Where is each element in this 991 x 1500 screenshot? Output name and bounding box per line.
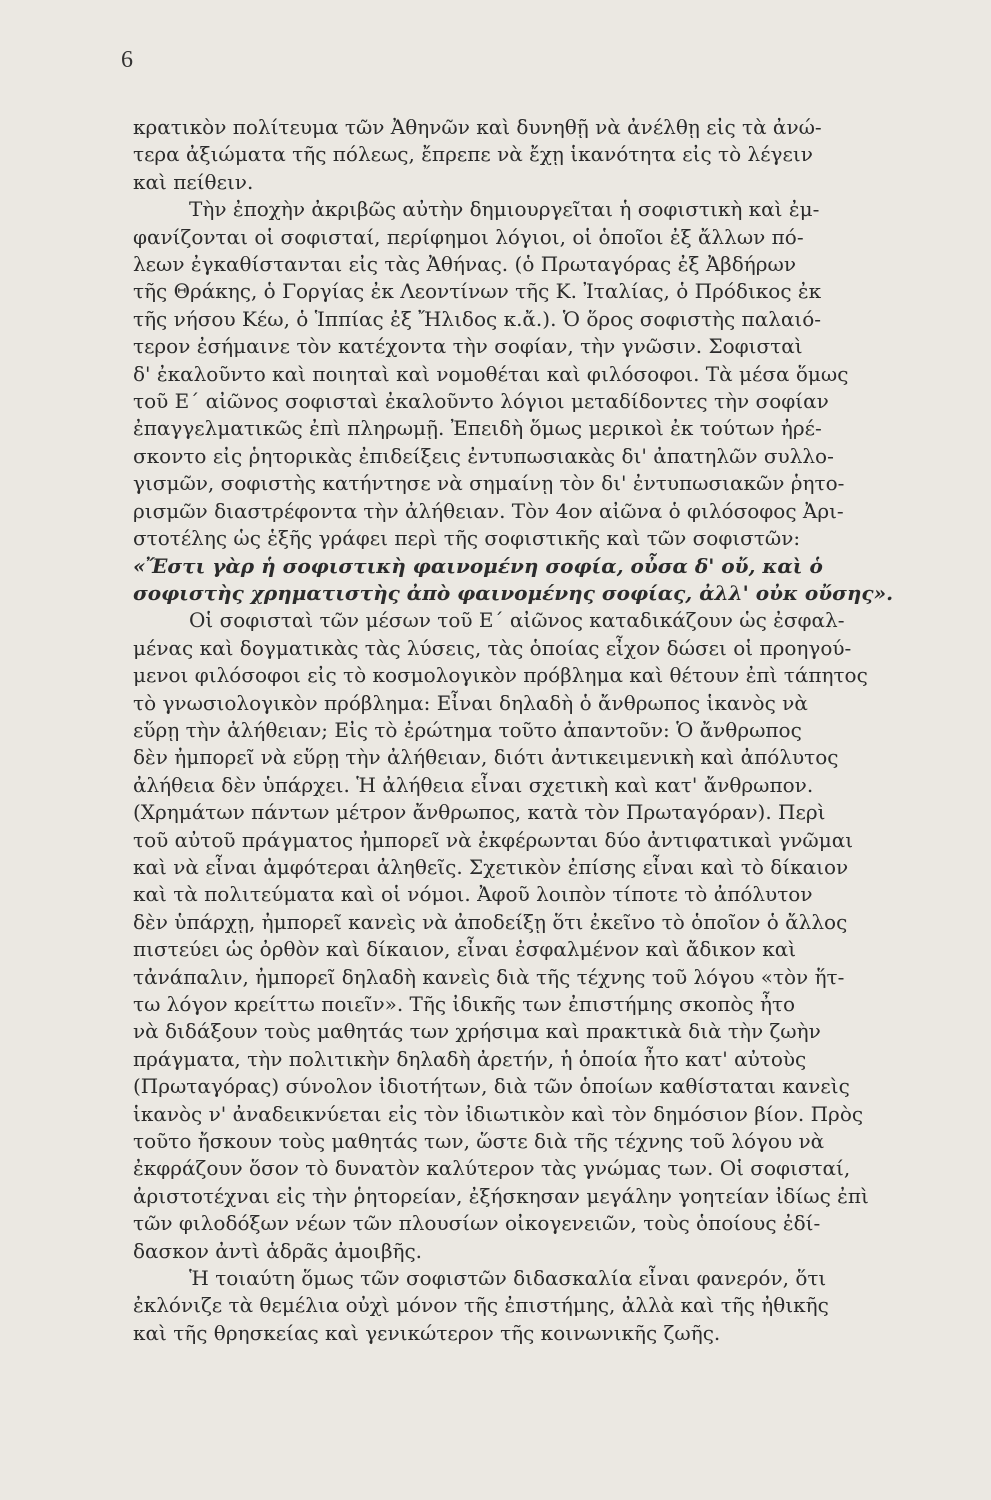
text-line-44: ἐκλόνιζε τὰ θεμέλια οὐχὶ μόνον τῆς ἐπιστήμης, ἀλλὰ καὶ τῆς ἠθικῆς	[133, 1293, 829, 1318]
paragraph-4	[133, 1265, 945, 1347]
text-line-14: γισμῶν, σοφιστὴς κατήντησε νὰ σημαίνῃ τὸν δι' ἐντυπωσιακῶν ῥητο-	[133, 471, 845, 496]
text-line-32: τἀνάπαλιν, ἠμπορεῖ δηλαδὴ κανεὶς διὰ τῆς τέχνης τοῦ λόγου «τὸν ἥτ-	[133, 964, 845, 989]
text-line-9: τερον ἐσήμαινε τὸν κατέχοντα τὴν σοφίαν, τὴν γνῶσιν. Σοφισταὶ	[133, 334, 803, 359]
text-line-5: φανίζονται οἱ σοφισταί, περίφημοι λόγιοι, οἱ ὁποῖοι ἐξ ἄλλων πό-	[133, 224, 804, 249]
text-line-37: ἱκανὸς ν' ἀναδεικνύεται εἰς τὸν ἰδιωτικὸν καὶ τὸν δημόσιον βίον. Πρὸς	[133, 1101, 864, 1126]
page-number: 6	[121, 47, 134, 73]
text-line-7: τῆς Θράκης, ὁ Γοργίας ἐκ Λεοντίνων τῆς Κ. Ἰταλίας, ὁ Πρόδικος ἐκ	[133, 279, 822, 304]
text-line-27: τοῦ αὐτοῦ πράγματος ἠμπορεῖ νὰ ἐκφέρωνται δύο ἀντιφατικαὶ γνῶμαι	[133, 827, 854, 852]
text-line-33: τω λόγον κρείττω ποιεῖν». Τῆς ἰδικῆς των ἐπιστήμης σκοπὸς ἦτο	[133, 992, 796, 1016]
text-line-45: καὶ τῆς θρησκείας καὶ γενικώτερον τῆς κοινωνικῆς ζωῆς.	[133, 1320, 721, 1345]
main-text	[133, 114, 945, 1347]
text-line-20: μένας καὶ δογματικὰς τὰς λύσεις, τὰς ὁποίας εἶχον δώσει οἱ προηγού-	[133, 635, 852, 660]
text-line-19: Οἱ σοφισταὶ τῶν μέσων τοῦ Ε΄ αἰῶνος καταδικάζουν ὡς ἐσφαλ-	[189, 608, 845, 633]
text-line-21: μενοι φιλόσοφοι εἰς τὸ κοσμολογικὸν πρόβλημα καὶ θέτουν ἐπὶ τάπητος	[133, 663, 868, 688]
text-line-28: καὶ νὰ εἶναι ἀμφότεραι ἀληθεῖς. Σχετικὸν ἐπίσης εἶναι καὶ τὸ δίκαιον	[133, 854, 849, 879]
text-line-24: δὲν ἠμπορεῖ νὰ εὕρῃ τὴν ἀλήθειαν, διότι ἀντικειμενικὴ καὶ ἀπόλυτος	[133, 745, 839, 770]
text-line-1: κρατικὸν πολίτευμα τῶν Ἀθηνῶν καὶ δυνηθῇ νὰ ἀνέλθῃ εἰς τὰ ἀνώ-	[133, 115, 822, 139]
paragraph-3	[133, 607, 945, 1265]
text-line-34: νὰ διδάξουν τοὺς μαθητάς των χρήσιμα καὶ πρακτικὰ διὰ τὴν ζωὴν	[133, 1019, 821, 1044]
text-line-43: Ἡ τοιαύτη ὅμως τῶν σοφιστῶν διδασκαλία εἶναι φανερόν, ὅτι	[189, 1266, 827, 1291]
text-line-23: εὕρῃ τὴν ἀλήθειαν; Εἰς τὸ ἐρώτημα τοῦτο ἀπαντοῦν: Ὁ ἄνθρωπος	[133, 717, 802, 742]
paragraph-1	[133, 114, 945, 196]
text-line-3: καὶ πείθειν.	[133, 169, 254, 194]
text-line-26: (Χρημάτων πάντων μέτρον ἄνθρωπος, κατὰ τὸν Πρωταγόραν). Περὶ	[133, 800, 826, 825]
text-line-25: ἀλήθεια δὲν ὑπάρχει. Ἡ ἀλήθεια εἶναι σχετικὴ καὶ κατ' ἄνθρωπον.	[133, 772, 814, 797]
text-line-16: στοτέλης ὡς ἑξῆς γράφει περὶ τῆς σοφιστικῆς καὶ τῶν σοφιστῶν:	[133, 526, 801, 551]
text-line-30: δὲν ὑπάρχῃ, ἠμπορεῖ κανεὶς νὰ ἀποδείξῃ ὅτι ἐκεῖνο τὸ ὁποῖον ὁ ἄλλος	[133, 909, 848, 934]
text-line-15: ρισμῶν διαστρέφοντα τὴν ἀλήθειαν. Τὸν 4ον αἰῶνα ὁ φιλόσοφος Ἀρι-	[133, 498, 844, 523]
text-line-11: τοῦ Ε΄ αἰῶνος σοφισταὶ ἐκαλοῦντο λόγιοι μεταδίδοντες τὴν σοφίαν	[133, 389, 829, 414]
text-line-18: σοφιστὴς χρηματιστὴς ἀπὸ φαινομένης σοφίας, ἀλλ' οὐκ οὔσης».	[133, 580, 894, 605]
text-line-4: Τὴν ἐποχὴν ἀκριβῶς αὐτὴν δημιουργεῖται ἡ σοφιστικὴ καὶ ἐμ-	[189, 197, 820, 222]
text-line-39: ἐκφράζουν ὅσον τὸ δυνατὸν καλύτερον τὰς γνώμας των. Οἱ σοφισταί,	[133, 1156, 851, 1181]
text-line-12: ἐπαγγελματικῶς ἐπὶ πληρωμῇ. Ἐπειδὴ ὅμως μερικοὶ ἐκ τούτων ἠρέ-	[133, 416, 822, 441]
text-line-6: λεων ἐγκαθίστανται εἰς τὰς Ἀθήνας. (ὁ Πρωταγόρας ἐξ Ἀβδήρων	[133, 252, 796, 277]
text-line-13: σκοντο εἰς ῥητορικὰς ἐπιδείξεις ἐντυπωσιακὰς δι' ἀπατηλῶν συλλο-	[133, 443, 834, 468]
text-line-42: δασκον ἀντὶ ἁδρᾶς ἀμοιβῆς.	[133, 1238, 423, 1263]
paragraph-2	[133, 196, 945, 607]
text-line-35: πράγματα, τὴν πολιτικὴν δηλαδὴ ἀρετήν, ἡ ὁποία ἦτο κατ' αὐτοὺς	[133, 1046, 807, 1071]
text-line-36: (Πρωταγόρας) σύνολον ἰδιοτήτων, διὰ τῶν ὁποίων καθίσταται κανεὶς	[133, 1074, 850, 1099]
text-line-2: τερα ἀξιώματα τῆς πόλεως, ἔπρεπε νὰ ἔχῃ ἱκανότητα εἰς τὸ λέγειν	[133, 142, 813, 167]
text-line-17: «Ἔστι γὰρ ἡ σοφιστικὴ φαινομένη σοφία, οὖσα δ' οὔ, καὶ ὁ	[133, 553, 823, 578]
text-line-31: πιστεύει ὡς ὀρθὸν καὶ δίκαιον, εἶναι ἐσφαλμένον καὶ ἄδικον καὶ	[133, 937, 797, 962]
text-line-41: τῶν φιλοδόξων νέων τῶν πλουσίων οἰκογενειῶν, τοὺς ὁποίους ἐδί-	[133, 1211, 821, 1236]
text-line-38: τοῦτο ἤσκουν τοὺς μαθητάς των, ὥστε διὰ τῆς τέχνης τοῦ λόγου νὰ	[133, 1129, 825, 1154]
text-line-10: δ' ἐκαλοῦντο καὶ ποιηταὶ καὶ νομοθέται καὶ φιλόσοφοι. Τὰ μέσα ὅμως	[133, 361, 849, 386]
text-line-29: καὶ τὰ πολιτεύματα καὶ οἱ νόμοι. Ἀφοῦ λοιπὸν τίποτε τὸ ἀπόλυτον	[133, 882, 813, 907]
text-line-8: τῆς νήσου Κέω, ὁ Ἱππίας ἐξ Ἤλιδος κ.ἄ.). Ὁ ὅρος σοφιστὴς παλαιό-	[133, 306, 822, 331]
text-line-22: τὸ γνωσιολογικὸν πρόβλημα: Εἶναι δηλαδὴ ὁ ἄνθρωπος ἱκανὸς νὰ	[133, 690, 808, 715]
text-line-40: ἀριστοτέχναι εἰς τὴν ῥητορείαν, ἐξήσκησαν μεγάλην γοητείαν ἰδίως ἐπὶ	[133, 1183, 869, 1208]
